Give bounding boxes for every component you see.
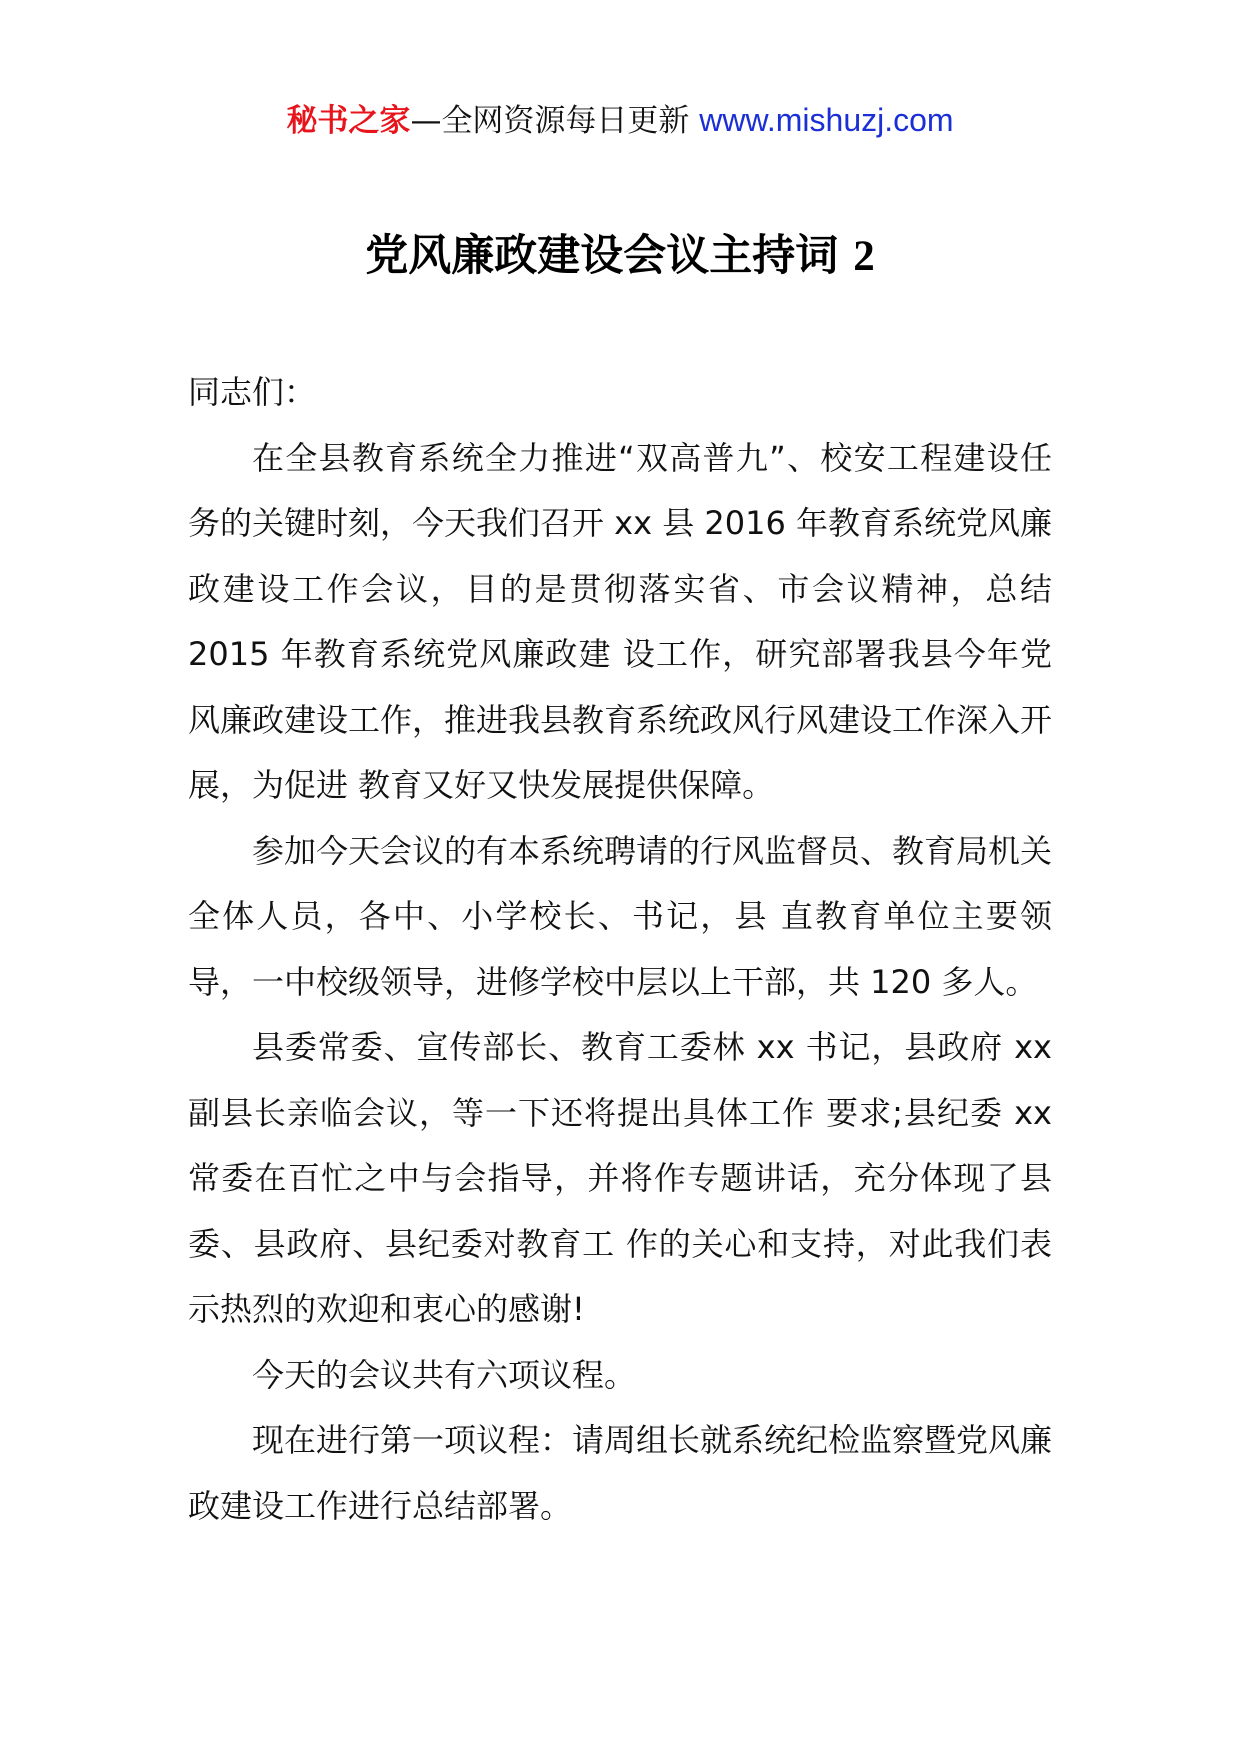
document-title <box>0 226 1240 287</box>
paragraph-3: 县委常委、宣传部长、教育工委林 xx 书记，县政府 xx 副县长亲临会议，等一下还将提出具体工作 要求;县纪委 xx 常委在百忙之中与会指导，并将作专题讲话，充分体现了县委、县政府、县纪委对教育工 作的关心和支持，对此我们表示热烈的欢迎和衷心的感谢! <box>188 1028 1052 1328</box>
document-title-text: 党风廉政建设会议主持词 <box>365 231 839 281</box>
paragraph-5: 现在进行第一项议程：请周组长就系统纪检监察暨党风廉政建设工作进行总结部署。 <box>188 1421 1053 1525</box>
document-title-number: 2 <box>853 233 875 280</box>
site-brand: 秘书之家 <box>286 103 411 139</box>
paragraph-1: 在全县教育系统全力推进“双高普九”、校安工程建设任务的关键时刻，今天我们召开 xx 县 2016 年教育系统党风廉政建设工作会议，目的是贯彻落实省、市会议精神，总结 2015 年教育系统党风廉政建 设工作，研究部署我县今年党风廉政建设工作，推进我县教育系统政风行风建设工作深入开展，为促进 教育又好又快发展提供保障。 <box>188 438 1053 804</box>
site-slogan: —全网资源每日更新 <box>410 103 690 139</box>
site-url-link[interactable]: www.mishuzj.com <box>699 102 954 138</box>
paragraph-4: 今天的会议共有六项议程。 <box>252 1355 637 1394</box>
paragraph-2: 参加今天会议的有本系统聘请的行风监督员、教育局机关全体人员，各中、小学校长、书记，县 直教育单位主要领导，一中校级领导，进修学校中层以上干部，共 120 多人。 <box>188 831 1053 1001</box>
site-header <box>0 98 1240 143</box>
salutation: 同志们： <box>188 373 317 411</box>
document-body <box>188 360 1052 1539</box>
